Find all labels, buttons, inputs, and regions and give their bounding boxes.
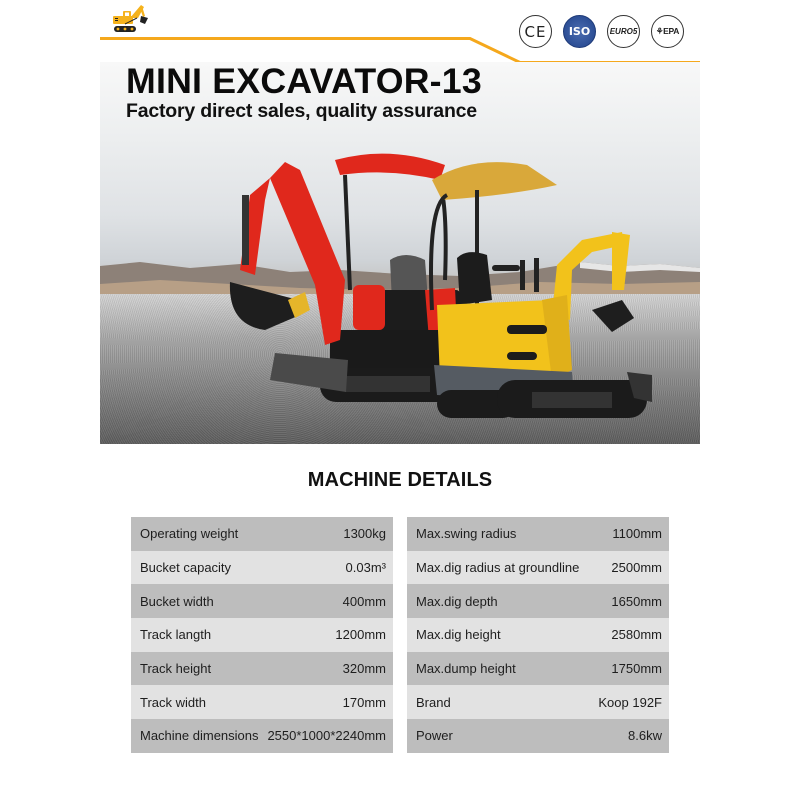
spec-label: Brand: [416, 694, 451, 710]
spec-label: Track width: [140, 694, 206, 710]
spec-value: Koop 192F: [598, 694, 662, 710]
spec-value: 1100mm: [612, 526, 662, 542]
excavator-icon: [111, 2, 151, 36]
spec-value: 0.03m³: [345, 560, 386, 576]
spec-value: 1200mm: [335, 627, 386, 643]
spec-row: [407, 584, 669, 618]
yellow-mini-excavator: [412, 140, 700, 420]
hero-banner: [100, 62, 700, 444]
certification-badges: [519, 15, 684, 48]
spec-value: 8.6kw: [628, 728, 662, 744]
spec-row: [131, 584, 393, 618]
spec-label: Machine dimensions: [140, 728, 259, 744]
spec-table-right: [407, 517, 669, 753]
spec-value: 1300kg: [343, 526, 386, 542]
spec-value: 2580mm: [611, 627, 662, 643]
spec-value: 170mm: [342, 694, 386, 710]
spec-row: [131, 551, 393, 585]
spec-label: Operating weight: [140, 526, 239, 542]
spec-label: Track langth: [140, 627, 212, 643]
spec-label: Max.dig depth: [416, 593, 498, 609]
spec-row: [407, 517, 669, 551]
spec-row: [131, 719, 393, 753]
spec-label: Bucket capacity: [140, 560, 232, 576]
epa-mark-icon: ⚘EPA: [651, 15, 684, 48]
spec-row: [407, 685, 669, 719]
spec-row: [131, 618, 393, 652]
spec-row: [131, 517, 393, 551]
euro5-mark-icon: EURO5: [607, 15, 640, 48]
spec-label: Track height: [140, 661, 212, 677]
spec-value: 1750mm: [611, 661, 662, 677]
spec-label: Max.swing radius: [416, 526, 517, 542]
spec-value: 320mm: [342, 661, 386, 677]
spec-value: 1650mm: [611, 593, 662, 609]
spec-label: Bucket width: [140, 593, 214, 609]
spec-value: 2550*1000*2240mm: [267, 728, 386, 744]
spec-value: 400mm: [342, 593, 386, 609]
spec-row: [407, 652, 669, 686]
spec-label: Max.dig height: [416, 627, 501, 643]
spec-row: [407, 719, 669, 753]
spec-label: Power: [416, 728, 453, 744]
spec-value: 2500mm: [611, 560, 662, 576]
header: [0, 0, 800, 66]
spec-row: [407, 618, 669, 652]
spec-table-left: [131, 517, 393, 753]
spec-row: [131, 652, 393, 686]
section-title-machine-details: MACHINE DETAILS: [307, 469, 493, 491]
spec-label: Max.dig radius at groundline: [416, 560, 580, 576]
spec-label: Max.dump height: [416, 661, 516, 677]
page-title: MINI EXCAVATOR-13: [126, 62, 482, 101]
spec-row: [407, 551, 669, 585]
ce-mark-icon: CE: [519, 15, 552, 48]
page-subtitle: Factory direct sales, quality assurance: [126, 100, 477, 122]
iso-mark-icon: ISO: [563, 15, 596, 48]
spec-row: [131, 685, 393, 719]
